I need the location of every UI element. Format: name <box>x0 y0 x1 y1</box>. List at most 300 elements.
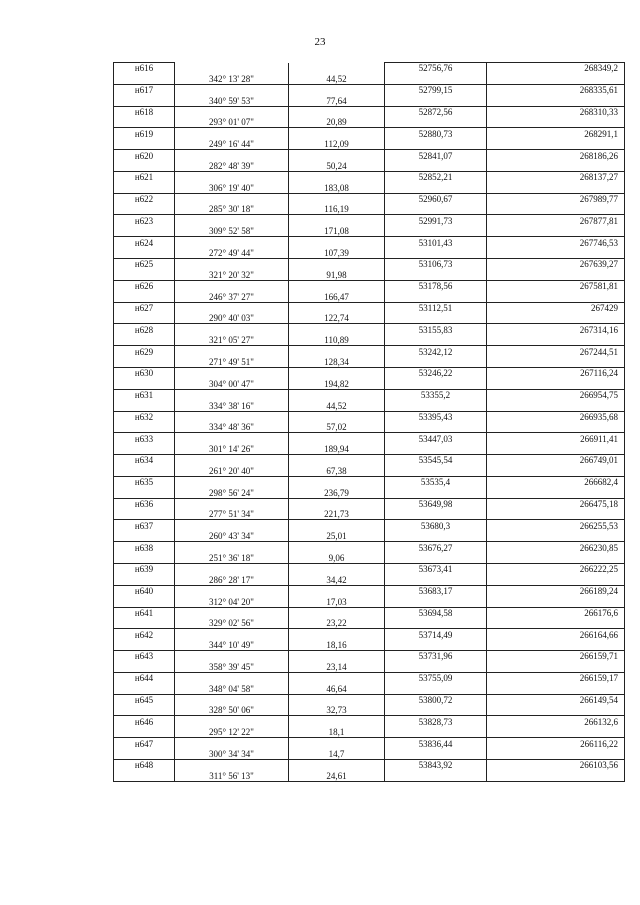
empty-cell <box>385 291 487 302</box>
direction-angle: 342° 13' 28" <box>175 73 289 84</box>
direction-angle: 272° 49' 44" <box>175 248 289 259</box>
y-coordinate: 266954,75 <box>487 389 625 400</box>
point-id: н616 <box>114 63 175 74</box>
x-coordinate: 52756,76 <box>385 63 487 74</box>
empty-cell <box>487 640 625 651</box>
empty-cell <box>114 161 175 172</box>
empty-cell <box>487 727 625 738</box>
x-coordinate: 53355,2 <box>385 389 487 400</box>
empty-cell <box>385 422 487 433</box>
empty-cell <box>289 585 385 596</box>
segment-length: 77,64 <box>289 95 385 106</box>
empty-cell <box>289 84 385 95</box>
empty-cell <box>175 498 289 509</box>
segment-length: 171,08 <box>289 226 385 237</box>
point-row <box>114 760 625 771</box>
empty-cell <box>289 694 385 705</box>
segment-row <box>114 161 625 172</box>
segment-length: 194,82 <box>289 378 385 389</box>
segment-row <box>114 509 625 520</box>
empty-cell <box>114 640 175 651</box>
empty-cell <box>175 84 289 95</box>
segment-row <box>114 444 625 455</box>
empty-cell <box>289 367 385 378</box>
point-id: н622 <box>114 193 175 204</box>
point-row <box>114 520 625 531</box>
direction-angle: 301° 14' 26" <box>175 444 289 455</box>
y-coordinate: 267877,81 <box>487 215 625 226</box>
empty-cell <box>385 683 487 694</box>
point-id: н617 <box>114 84 175 95</box>
empty-cell <box>487 618 625 629</box>
empty-cell <box>114 73 175 84</box>
empty-cell <box>487 749 625 760</box>
empty-cell <box>487 291 625 302</box>
empty-cell <box>114 465 175 476</box>
point-row <box>114 237 625 248</box>
empty-cell <box>114 291 175 302</box>
empty-cell <box>385 95 487 106</box>
empty-cell <box>114 509 175 520</box>
page-number: 23 <box>314 36 326 48</box>
empty-cell <box>114 727 175 738</box>
direction-angle: 277° 51' 34" <box>175 509 289 520</box>
direction-angle: 334° 48' 36" <box>175 422 289 433</box>
segment-length: 57,02 <box>289 422 385 433</box>
point-id: н631 <box>114 389 175 400</box>
direction-angle: 321° 05' 27" <box>175 335 289 346</box>
x-coordinate: 53676,27 <box>385 542 487 553</box>
point-row <box>114 716 625 727</box>
point-id: н630 <box>114 367 175 378</box>
segment-row <box>114 378 625 389</box>
empty-cell <box>114 553 175 564</box>
point-id: н644 <box>114 672 175 683</box>
segment-length: 44,52 <box>289 73 385 84</box>
direction-angle: 312° 04' 20" <box>175 596 289 607</box>
y-coordinate: 266682,4 <box>487 476 625 487</box>
empty-cell <box>289 520 385 531</box>
x-coordinate: 52852,21 <box>385 171 487 182</box>
point-id: н621 <box>114 171 175 182</box>
segment-length: 236,79 <box>289 487 385 498</box>
empty-cell <box>175 128 289 139</box>
point-row <box>114 150 625 161</box>
segment-length: 18,16 <box>289 640 385 651</box>
segment-length: 18,1 <box>289 727 385 738</box>
x-coordinate: 53242,12 <box>385 346 487 357</box>
direction-angle: 271° 49' 51" <box>175 357 289 368</box>
empty-cell <box>289 324 385 335</box>
y-coordinate: 267989,77 <box>487 193 625 204</box>
empty-cell <box>289 672 385 683</box>
point-row <box>114 389 625 400</box>
point-id: н648 <box>114 760 175 771</box>
point-row <box>114 259 625 270</box>
segment-row <box>114 117 625 128</box>
empty-cell <box>487 531 625 542</box>
segment-length: 50,24 <box>289 161 385 172</box>
empty-cell <box>289 455 385 466</box>
point-row <box>114 651 625 662</box>
point-row <box>114 128 625 139</box>
empty-cell <box>487 683 625 694</box>
x-coordinate: 53731,96 <box>385 651 487 662</box>
direction-angle: 285° 30' 18" <box>175 204 289 215</box>
point-row <box>114 629 625 640</box>
table-body <box>114 63 625 782</box>
y-coordinate: 266230,85 <box>487 542 625 553</box>
y-coordinate: 268335,61 <box>487 84 625 95</box>
empty-cell <box>487 313 625 324</box>
empty-cell <box>175 324 289 335</box>
point-id: н624 <box>114 237 175 248</box>
y-coordinate: 266159,71 <box>487 651 625 662</box>
empty-cell <box>385 357 487 368</box>
direction-angle: 309° 52' 58" <box>175 226 289 237</box>
empty-cell <box>385 182 487 193</box>
point-id: н646 <box>114 716 175 727</box>
empty-cell <box>487 596 625 607</box>
empty-cell <box>175 694 289 705</box>
empty-cell <box>114 248 175 259</box>
y-coordinate: 266222,25 <box>487 563 625 574</box>
empty-cell <box>175 760 289 771</box>
x-coordinate: 52880,73 <box>385 128 487 139</box>
empty-cell <box>114 444 175 455</box>
x-coordinate: 53545,54 <box>385 455 487 466</box>
point-id: н626 <box>114 280 175 291</box>
x-coordinate: 53714,49 <box>385 629 487 640</box>
point-row <box>114 106 625 117</box>
empty-cell <box>114 335 175 346</box>
point-id: н643 <box>114 651 175 662</box>
segment-length: 91,98 <box>289 269 385 280</box>
direction-angle: 251° 36' 18" <box>175 553 289 564</box>
empty-cell <box>385 727 487 738</box>
empty-cell <box>289 716 385 727</box>
point-row <box>114 672 625 683</box>
segment-length: 44,52 <box>289 400 385 411</box>
segment-row <box>114 574 625 585</box>
direction-angle: 304° 00' 47" <box>175 378 289 389</box>
point-id: н647 <box>114 738 175 749</box>
point-id: н640 <box>114 585 175 596</box>
point-row <box>114 694 625 705</box>
empty-cell <box>175 237 289 248</box>
x-coordinate: 53680,3 <box>385 520 487 531</box>
empty-cell <box>487 226 625 237</box>
empty-cell <box>289 476 385 487</box>
x-coordinate: 52799,15 <box>385 84 487 95</box>
empty-cell <box>385 531 487 542</box>
segment-length: 17,03 <box>289 596 385 607</box>
segment-row <box>114 95 625 106</box>
x-coordinate: 53101,43 <box>385 237 487 248</box>
empty-cell <box>175 563 289 574</box>
empty-cell <box>385 226 487 237</box>
empty-cell <box>114 705 175 716</box>
point-id: н629 <box>114 346 175 357</box>
segment-length: 14,7 <box>289 749 385 760</box>
direction-angle: 286° 28' 17" <box>175 574 289 585</box>
point-id: н620 <box>114 150 175 161</box>
point-row <box>114 542 625 553</box>
empty-cell <box>175 259 289 270</box>
direction-angle: 344° 10' 49" <box>175 640 289 651</box>
empty-cell <box>289 150 385 161</box>
point-id: н638 <box>114 542 175 553</box>
segment-length: 23,14 <box>289 661 385 672</box>
direction-angle: 306° 19' 40" <box>175 182 289 193</box>
empty-cell <box>487 770 625 781</box>
segment-row <box>114 313 625 324</box>
segment-row <box>114 357 625 368</box>
empty-cell <box>385 161 487 172</box>
empty-cell <box>114 770 175 781</box>
empty-cell <box>175 476 289 487</box>
empty-cell <box>385 204 487 215</box>
segment-length: 116,19 <box>289 204 385 215</box>
point-row <box>114 498 625 509</box>
empty-cell <box>385 574 487 585</box>
empty-cell <box>289 563 385 574</box>
direction-angle: 328° 50' 06" <box>175 705 289 716</box>
empty-cell <box>487 204 625 215</box>
point-row <box>114 193 625 204</box>
empty-cell <box>385 248 487 259</box>
x-coordinate: 53112,51 <box>385 302 487 313</box>
x-coordinate: 53106,73 <box>385 259 487 270</box>
empty-cell <box>487 422 625 433</box>
empty-cell <box>289 389 385 400</box>
x-coordinate: 53395,43 <box>385 411 487 422</box>
point-row <box>114 563 625 574</box>
y-coordinate: 268349,2 <box>487 63 625 74</box>
empty-cell <box>289 346 385 357</box>
empty-cell <box>289 738 385 749</box>
empty-cell <box>175 629 289 640</box>
segment-row <box>114 661 625 672</box>
x-coordinate: 53694,58 <box>385 607 487 618</box>
coordinates-table <box>113 62 625 782</box>
empty-cell <box>385 313 487 324</box>
empty-cell <box>487 378 625 389</box>
segment-row <box>114 553 625 564</box>
empty-cell <box>487 400 625 411</box>
empty-cell <box>114 378 175 389</box>
point-row <box>114 84 625 95</box>
y-coordinate: 266749,01 <box>487 455 625 466</box>
y-coordinate: 266149,54 <box>487 694 625 705</box>
empty-cell <box>114 683 175 694</box>
empty-cell <box>289 651 385 662</box>
x-coordinate: 53155,83 <box>385 324 487 335</box>
point-id: н637 <box>114 520 175 531</box>
point-row <box>114 302 625 313</box>
y-coordinate: 267746,53 <box>487 237 625 248</box>
empty-cell <box>114 182 175 193</box>
empty-cell <box>114 661 175 672</box>
empty-cell <box>289 259 385 270</box>
empty-cell <box>114 226 175 237</box>
empty-cell <box>114 204 175 215</box>
empty-cell <box>175 520 289 531</box>
y-coordinate: 267314,16 <box>487 324 625 335</box>
empty-cell <box>289 629 385 640</box>
segment-length: 20,89 <box>289 117 385 128</box>
segment-length: 34,42 <box>289 574 385 585</box>
empty-cell <box>114 596 175 607</box>
empty-cell <box>175 672 289 683</box>
y-coordinate: 266132,6 <box>487 716 625 727</box>
empty-cell <box>289 607 385 618</box>
empty-cell <box>175 302 289 313</box>
y-coordinate: 266911,41 <box>487 433 625 444</box>
segment-row <box>114 291 625 302</box>
empty-cell <box>114 618 175 629</box>
empty-cell <box>289 237 385 248</box>
point-id: н628 <box>114 324 175 335</box>
empty-cell <box>487 269 625 280</box>
empty-cell <box>385 487 487 498</box>
x-coordinate: 53800,72 <box>385 694 487 705</box>
segment-length: 67,38 <box>289 465 385 476</box>
x-coordinate: 53843,92 <box>385 760 487 771</box>
empty-cell <box>385 139 487 150</box>
empty-cell <box>289 411 385 422</box>
direction-angle: 249° 16' 44" <box>175 139 289 150</box>
empty-cell <box>289 128 385 139</box>
segment-length: 221,73 <box>289 509 385 520</box>
empty-cell <box>385 770 487 781</box>
empty-cell <box>175 63 289 74</box>
point-id: н641 <box>114 607 175 618</box>
direction-angle: 300° 34' 34" <box>175 749 289 760</box>
direction-angle: 261° 20' 40" <box>175 465 289 476</box>
x-coordinate: 53755,09 <box>385 672 487 683</box>
direction-angle: 298° 56' 24" <box>175 487 289 498</box>
empty-cell <box>289 433 385 444</box>
empty-cell <box>385 335 487 346</box>
empty-cell <box>114 487 175 498</box>
point-id: н639 <box>114 563 175 574</box>
point-row <box>114 433 625 444</box>
y-coordinate: 268291,1 <box>487 128 625 139</box>
segment-length: 9,06 <box>289 553 385 564</box>
point-row <box>114 607 625 618</box>
empty-cell <box>487 248 625 259</box>
direction-angle: 340° 59' 53" <box>175 95 289 106</box>
empty-cell <box>385 509 487 520</box>
y-coordinate: 267244,51 <box>487 346 625 357</box>
empty-cell <box>487 574 625 585</box>
empty-cell <box>289 302 385 313</box>
empty-cell <box>487 705 625 716</box>
segment-length: 25,01 <box>289 531 385 542</box>
segment-length: 166,47 <box>289 291 385 302</box>
direction-angle: 348° 04' 58" <box>175 683 289 694</box>
direction-angle: 321° 20' 32" <box>175 269 289 280</box>
empty-cell <box>114 422 175 433</box>
segment-length: 128,34 <box>289 357 385 368</box>
segment-row <box>114 487 625 498</box>
point-row <box>114 280 625 291</box>
segment-row <box>114 618 625 629</box>
point-id: н627 <box>114 302 175 313</box>
point-id: н618 <box>114 106 175 117</box>
y-coordinate: 266176,6 <box>487 607 625 618</box>
empty-cell <box>175 193 289 204</box>
empty-cell <box>289 498 385 509</box>
direction-angle: 358° 39' 45" <box>175 661 289 672</box>
empty-cell <box>487 465 625 476</box>
segment-row <box>114 204 625 215</box>
point-row <box>114 346 625 357</box>
y-coordinate: 267639,27 <box>487 259 625 270</box>
point-row <box>114 215 625 226</box>
y-coordinate: 266159,17 <box>487 672 625 683</box>
empty-cell <box>385 596 487 607</box>
segment-row <box>114 335 625 346</box>
empty-cell <box>487 335 625 346</box>
segment-length: 24,61 <box>289 770 385 781</box>
segment-row <box>114 139 625 150</box>
segment-length: 110,89 <box>289 335 385 346</box>
empty-cell <box>385 269 487 280</box>
segment-row <box>114 727 625 738</box>
y-coordinate: 266116,22 <box>487 738 625 749</box>
empty-cell <box>487 73 625 84</box>
segment-length: 23,22 <box>289 618 385 629</box>
x-coordinate: 53178,56 <box>385 280 487 291</box>
segment-row <box>114 705 625 716</box>
point-id: н632 <box>114 411 175 422</box>
y-coordinate: 267581,81 <box>487 280 625 291</box>
direction-angle: 311° 56' 13" <box>175 770 289 781</box>
empty-cell <box>487 139 625 150</box>
empty-cell <box>114 357 175 368</box>
empty-cell <box>114 269 175 280</box>
segment-row <box>114 182 625 193</box>
empty-cell <box>114 749 175 760</box>
empty-cell <box>175 215 289 226</box>
segment-length: 122,74 <box>289 313 385 324</box>
point-row <box>114 63 625 74</box>
segment-row <box>114 683 625 694</box>
segment-row <box>114 465 625 476</box>
empty-cell <box>385 705 487 716</box>
x-coordinate: 53535,4 <box>385 476 487 487</box>
y-coordinate: 266103,56 <box>487 760 625 771</box>
empty-cell <box>385 73 487 84</box>
empty-cell <box>487 661 625 672</box>
point-row <box>114 585 625 596</box>
empty-cell <box>289 193 385 204</box>
point-id: н619 <box>114 128 175 139</box>
y-coordinate: 266164,66 <box>487 629 625 640</box>
empty-cell <box>175 607 289 618</box>
x-coordinate: 52960,67 <box>385 193 487 204</box>
point-id: н623 <box>114 215 175 226</box>
y-coordinate: 268137,27 <box>487 171 625 182</box>
empty-cell <box>385 378 487 389</box>
empty-cell <box>385 465 487 476</box>
segment-length: 183,08 <box>289 182 385 193</box>
empty-cell <box>487 357 625 368</box>
y-coordinate: 266475,18 <box>487 498 625 509</box>
direction-angle: 290° 40' 03" <box>175 313 289 324</box>
